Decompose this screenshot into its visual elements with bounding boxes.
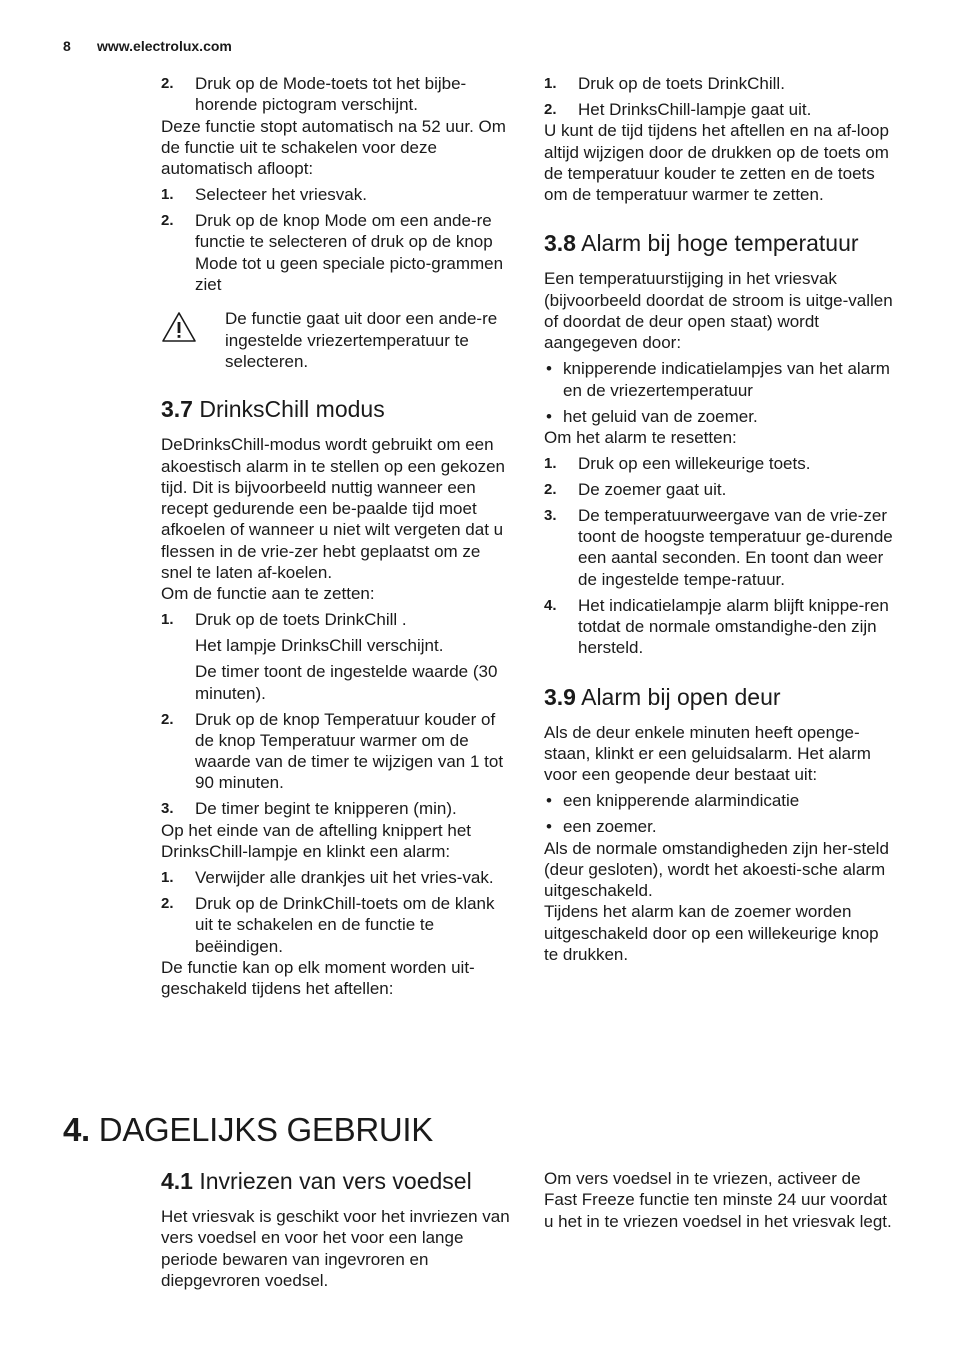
section-heading-3-7: 3.7 DrinksChill modus <box>161 396 385 423</box>
page-header <box>63 38 232 54</box>
list-item: 1. Selecteer het vriesvak. <box>161 185 367 205</box>
list-item: 2. De zoemer gaat uit. <box>544 479 727 499</box>
list-item: 3. De timer begint te knipperen (min). <box>161 799 457 819</box>
section-4-1-left <box>161 1167 513 1291</box>
paragraph: Om het alarm te resetten: <box>544 427 737 447</box>
warning-note <box>161 308 513 372</box>
steps-list <box>161 709 513 820</box>
paragraph: DeDrinksChill-modus wordt gebruikt om een akoestisch alarm in te stellen op een gekozen tijd. Dit is bijvoorbeeld nuttig wanneer een recept gedurende een be-paalde tijd moet afkoelen of wanneer u niet wilt vergeten dat u flessen in de vrie-zer hebt geplaatst om ze snel te laten af-koelen. <box>161 435 505 583</box>
paragraph: Tijdens het alarm kan de zoemer worden uitgeschakeld door op een willekeurige knop te drukken. <box>544 902 879 964</box>
steps-list <box>161 609 513 630</box>
sub-step: Het lampje DrinksChill verschijnt. <box>195 636 444 656</box>
steps-list <box>544 453 896 659</box>
warning-triangle-icon <box>161 311 197 343</box>
list-item: • een zoemer. <box>546 817 657 837</box>
list-item: 1. Verwijder alle drankjes uit het vries-vak. <box>161 868 494 887</box>
list-item: • knipperende indicatielampjes van het alarm en de vriezertemperatuur <box>546 359 890 400</box>
list-item: • een knipperende alarmindicatie <box>546 791 800 811</box>
paragraph: Een temperatuurstijging in het vriesvak (bijvoorbeeld doordat de stroom is uitge-vallen of doordat de deur open staat) wordt aangegeven door: <box>544 269 893 353</box>
bullet-list <box>544 358 896 427</box>
sub-step: De timer toont de ingestelde waarde (30 minuten). <box>195 662 498 703</box>
steps-list <box>544 73 896 120</box>
list-item: 4. Het indicatielampje alarm blijft knippe-ren totdat de normale omstandighe-den zijn hersteld. <box>544 595 889 658</box>
paragraph: U kunt de tijd tijdens het aftellen en na af-loop altijd wijzigen door de drukken op de toets om de temperatuur kouder te zetten en de toets om de temperatuur warmer te zetten. <box>544 121 889 205</box>
paragraph: De functie kan op elk moment worden uit-geschakeld tijdens het aftellen: <box>161 957 475 999</box>
steps-list <box>161 867 513 957</box>
paragraph: Als de deur enkele minuten heeft openge-staan, klinkt er een geluidsalarm. Het alarm voor een geopende deur bestaat uit: <box>544 722 871 785</box>
paragraph: Deze functie stopt automatisch na 52 uur. Om de functie uit te schakelen voor deze automatisch afloopt: <box>161 116 506 179</box>
list-item: 1. Druk op een willekeurige toets. <box>544 453 811 473</box>
list-item: 2. Druk op de Mode-toets tot het bijbe-horende pictogram verschijnt. <box>161 74 467 115</box>
list-item: • het geluid van de zoemer. <box>546 406 758 426</box>
page-number: 8 <box>63 38 71 54</box>
left-column <box>161 73 513 999</box>
section-heading-3-8: 3.8 Alarm bij hoge temperatuur <box>544 230 859 257</box>
section-4-1-right <box>544 1168 896 1232</box>
right-column <box>544 73 896 965</box>
section-heading-4-1: 4.1 Invriezen van vers voedsel <box>161 1168 472 1194</box>
warning-text: De functie gaat uit door een ande-re ingestelde vriezertemperatuur te selecteren. <box>225 309 498 371</box>
list-item: 2. Druk op de knop Temperatuur kouder of de knop Temperatuur warmer om de waarde van de timer te wijzigen van 1 tot 90 minuten. <box>161 709 504 793</box>
list-item: 3. De temperatuurweergave van de vrie-zer toont de hoogste temperatuur ge-durende een aantal seconden. En toont dan weer de ingestelde tempe-ratuur. <box>544 505 893 589</box>
paragraph: Als de normale omstandigheden zijn her-steld (deur gesloten), wordt het akoesti-sche alarm uitgeschakeld. <box>544 838 889 901</box>
list-item: 1. Druk op de toets DrinkChill. <box>544 74 785 93</box>
paragraph: Om vers voedsel in te vriezen, activeer de Fast Freeze functie ten minste 24 uur voordat u het in te vriezen voedsel in het vriesvak legt. <box>544 1169 892 1231</box>
paragraph: Om de functie aan te zetten: <box>161 584 375 604</box>
bullet-list <box>544 790 896 837</box>
continued-steps <box>161 73 513 116</box>
paragraph: Op het einde van de aftelling knippert het DrinksChill-lampje en klinkt een alarm: <box>161 820 471 862</box>
list-item: 2. Het DrinksChill-lampje gaat uit. <box>544 99 812 119</box>
chapter-heading: 4. DAGELIJKS GEBRUIK <box>63 1111 433 1148</box>
list-item: 1. Druk op de toets DrinkChill . <box>161 610 407 630</box>
section-heading-3-9: 3.9 Alarm bij open deur <box>544 683 781 710</box>
steps-list <box>161 184 513 295</box>
list-item: 2. Druk op de knop Mode om een ande-re functie te selecteren of druk op de knop Mode tot u geen speciale picto-grammen ziet <box>161 211 504 295</box>
paragraph: Het vriesvak is geschikt voor het invriezen van vers voedsel en voor het voor een lange periode bewaren van ingevroren en diepgevroren voedsel. <box>161 1207 510 1290</box>
list-item: 2. Druk op de DrinkChill-toets om de klank uit te schakelen en de functie te beëindigen. <box>161 893 495 956</box>
site-url[interactable]: www.electrolux.com <box>97 38 232 54</box>
